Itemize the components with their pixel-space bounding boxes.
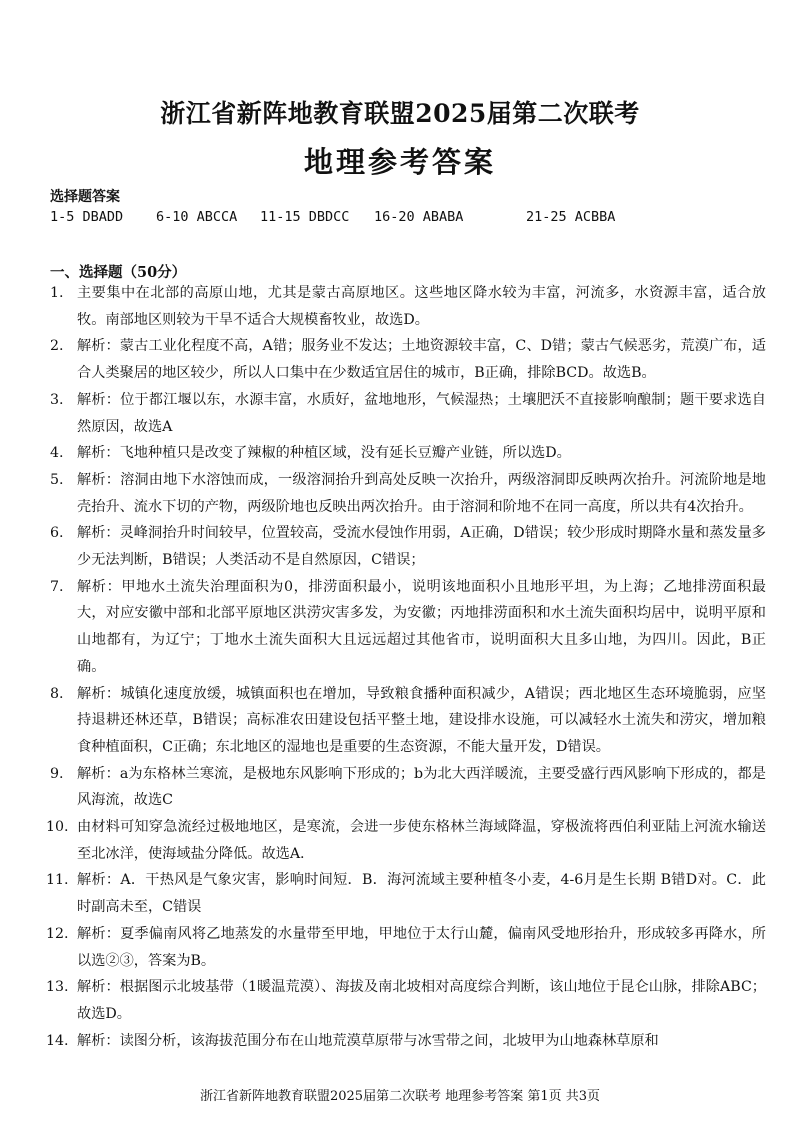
question-number: 7. [50,578,64,595]
question-text: 解析：夏季偏南风将乙地蒸发的水量带至甲地，甲地位于太行山麓，偏南风受地形抬升，形成较多再降水，所以选②③，答案为B。 [77,925,766,969]
question-number: 11. [46,872,69,889]
question-text: 解析：飞地种植只是改变了辣椒的种植区域，没有延长豆瓣产业链，所以选D。 [77,445,571,462]
question-text: 解析：灵峰洞抬升时间较早，位置较高，受流水侵蚀作用弱，A正确，D错误；较少形成时期降水量和蒸发量多少无法判断，B错误；人类活动不是自然原因，C错误； [77,525,766,569]
question-text: 解析：位于都江堰以东，水源丰富，水质好，盆地地形，气候湿热；土壤肥沃不直接影响酿制；题干要求选自然原因，故选A [77,391,766,435]
question-text: 主要集中在北部的高原山地，尤其是蒙古高原地区。这些地区降水较为丰富，河流多，水资源丰富，适合放牧。南部地区则较为干旱不适合大规模畜牧业，故选D。 [77,285,766,328]
question-item [50,467,766,520]
question-item [46,867,766,920]
question-text: 由材料可知穿急流经过极地地区，是寒流，会进一步使东格林兰海域降温，穿极流将西伯利亚陆上河流水输送至北冰洋，使海域盐分降低。故选A. [77,819,766,862]
question-number: 10. [46,819,69,836]
question-number: 3. [50,391,64,408]
document-subtitle: 地理参考答案 [303,145,496,179]
question-item [50,761,766,814]
document-title: 浙江省新阵地教育联盟2025届第二次联考 [160,99,640,128]
question-number: 14. [46,1032,69,1049]
question-text: 解析：根据图示北坡基带（1暖温荒漠）、海拔及南北坡相对高度综合判断，该山地位于昆仑山脉，排除ABC；故选D。 [77,979,766,1022]
question-text: 解析：溶洞由地下水溶蚀而成，一级溶洞抬升到高处反映一次抬升，两级溶洞即反映两次抬升。河流阶地是地壳抬升、流水下切的产物，两级阶地也反映出两次抬升。由于溶洞和阶地不在同一高度，所以共有4次抬升。 [77,471,766,515]
question-text: 解析：城镇化速度放缓，城镇面积也在增加，导致粮食播种面积减少，A错误；西北地区生态环境脆弱，应坚持退耕还林还草，B错误；高标准农田建设包括平整土地，建设排水设施，可以减轻水土流失和涝灾，增加粮食种植面积，C正确；东北地区的湿地也是重要的生态资源，不能大量开发，D错误。 [77,685,766,755]
question-number: 1. [50,285,64,301]
question-item [46,1028,766,1055]
answer-group-16-20: 16-20 ABABA [374,209,464,225]
question-number: 9. [50,765,64,782]
answer-group-6-10: 6-10 ABCCA [156,209,238,225]
question-text: 解析：甲地水土流失治理面积为0，排涝面积最小，说明该地面积小且地形平坦，为上海；乙地排涝面积最大，对应安徽中部和北部平原地区洪涝灾害多发，为安徽；丙地排涝面积和水土流失面积均居中，说明平原和山地都有，为辽宁；丁地水土流失面积大且远远超过其他省市，说明面积大且多山地，为四川。因此，B正确。 [77,578,766,675]
answer-key-heading: 选择题答案 [50,189,120,205]
answer-key-row [50,209,770,231]
question-item [46,814,766,867]
question-item [50,280,766,333]
question-number: 4. [50,445,64,462]
question-text: 解析：读图分析，该海拔范围分布在山地荒漠草原带与冰雪带之间，北坡甲为山地森林草原和 [77,1032,659,1049]
question-number: 13. [46,979,69,996]
question-item [50,440,766,467]
answer-group-1-5: 1-5 DBADD [50,209,124,225]
section-heading: 一、选择题（50分） [50,264,187,281]
answer-group-11-15: 11-15 DBDCC [260,209,350,225]
question-item [50,333,766,386]
question-explanations [46,280,766,1054]
question-item [46,921,766,974]
question-number: 5. [50,471,64,488]
page-footer: 浙江省新阵地教育联盟2025届第二次联考 地理参考答案 第1页 共3页 [199,1089,601,1104]
answer-group-21-25: 21-25 ACBBA [526,209,616,225]
question-text: 解析：a为东格林兰寒流，是极地东风影响下形成的；b为北大西洋暖流，主要受盛行西风影响下形成的，都是风海流，故选C [77,765,766,809]
question-text: 解析：A．干热风是气象灾害，影响时间短．B．海河流域主要种植冬小麦，4-6月是生长期 B错D对。C．此时副高未至，C错误 [77,872,766,916]
question-item [50,520,766,573]
question-item [50,681,766,761]
question-number: 2. [50,338,64,355]
question-item [46,974,766,1027]
question-item [50,574,766,681]
question-item [50,387,766,440]
question-number: 8. [50,685,64,702]
question-text: 解析：蒙古工业化程度不高，A错；服务业不发达；土地资源较丰富，C、D错；蒙古气候恶劣，荒漠广布，适合人类聚居的地区较少，所以人口集中在少数适宜居住的城市，B正确，排除BCD。故选B。 [77,338,766,382]
question-number: 6. [50,525,64,542]
question-number: 12. [46,925,69,942]
